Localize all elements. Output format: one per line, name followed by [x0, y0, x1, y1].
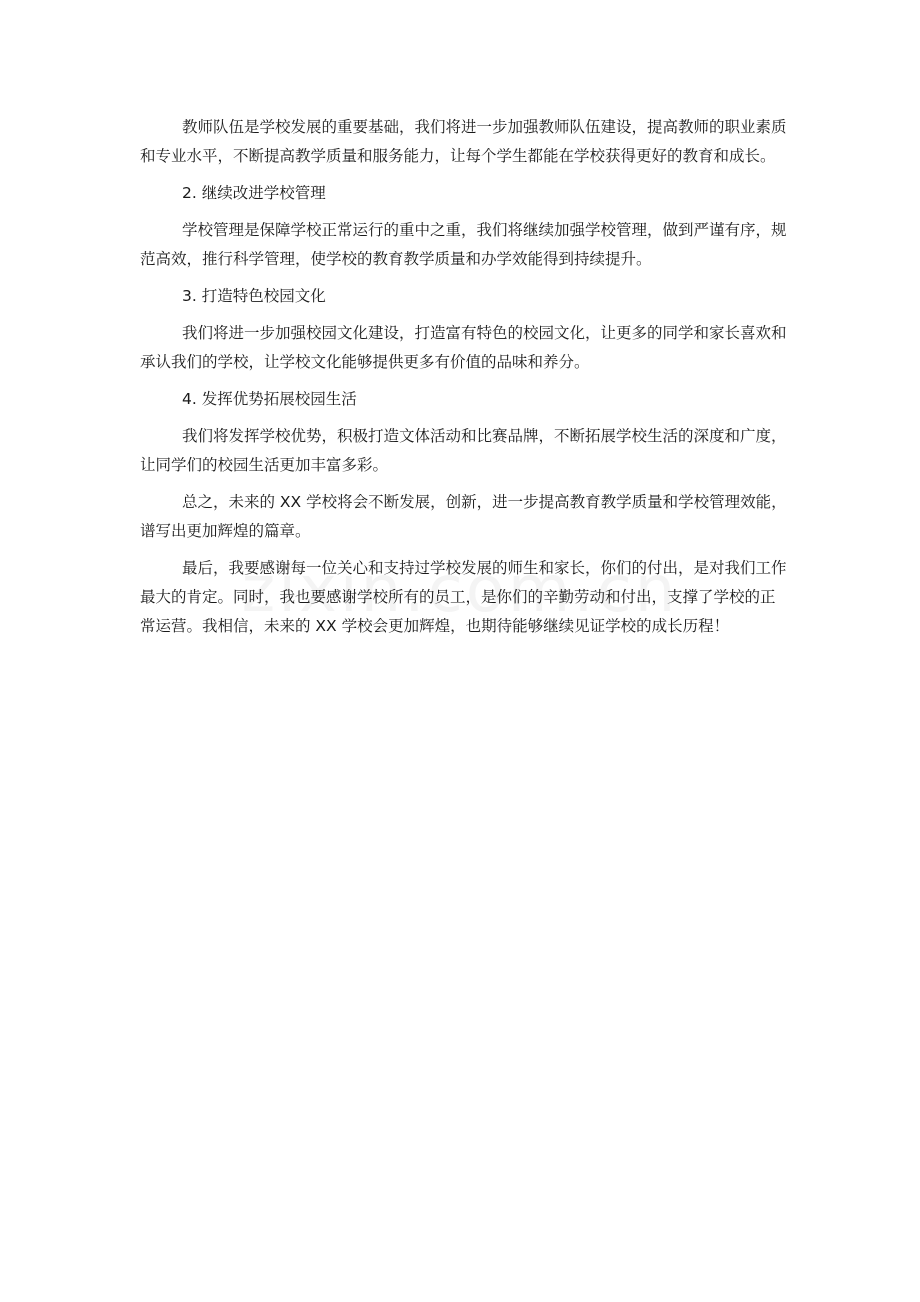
document-body [140, 113, 788, 649]
paragraph-campus-life: 我们将发挥学校优势，积极打造文体活动和比赛品牌，不断拓展学校生活的深度和广度，让同学们的校园生活更加丰富多彩。 [140, 427, 787, 474]
section-heading-campus-life: 4. 发挥优势拓展校园生活 [182, 390, 357, 408]
section-heading-culture: 3. 打造特色校园文化 [182, 287, 326, 305]
paragraph-summary: 总之，未来的 XX 学校将会不断发展，创新，进一步提高教育教学质量和学校管理效能，谱写出更加辉煌的篇章。 [140, 493, 787, 540]
paragraph-culture: 我们将进一步加强校园文化建设，打造富有特色的校园文化，让更多的同学和家长喜欢和承认我们的学校，让学校文化能够提供更多有价值的品味和养分。 [140, 324, 787, 371]
paragraph-closing: 最后，我要感谢每一位关心和支持过学校发展的师生和家长，你们的付出，是对我们工作最大的肯定。同时，我也要感谢学校所有的员工，是你们的辛勤劳动和付出，支撑了学校的正常运营。我相信，未来的 XX 学校会更加辉煌，也期待能够继续见证学校的成长历程！ [140, 559, 787, 635]
paragraph-management: 学校管理是保障学校正常运行的重中之重，我们将继续加强学校管理，做到严谨有序，规范高效，推行科学管理，使学校的教育教学质量和办学效能得到持续提升。 [140, 221, 787, 268]
section-heading-management: 2. 继续改进学校管理 [182, 184, 326, 202]
paragraph-teachers: 教师队伍是学校发展的重要基础，我们将进一步加强教师队伍建设，提高教师的职业素质和专业水平，不断提高教学质量和服务能力，让每个学生都能在学校获得更好的教育和成长。 [140, 118, 787, 165]
